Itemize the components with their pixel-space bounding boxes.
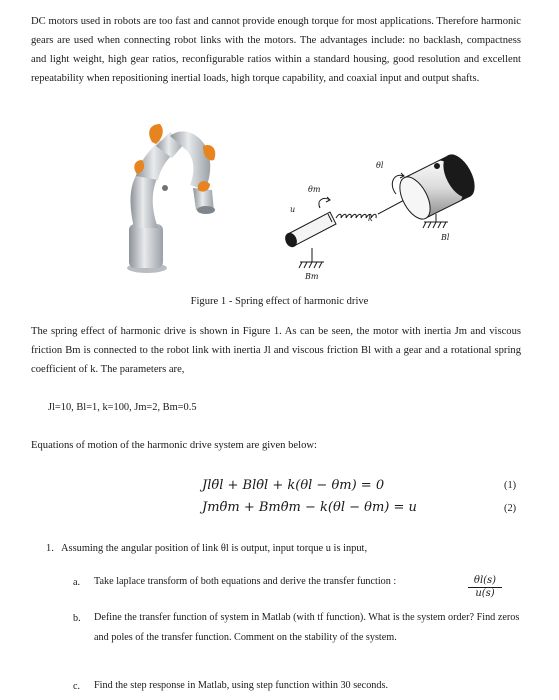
- question-text: Assuming the angular position of link θl is output, input torque u is input,: [61, 543, 368, 554]
- equation-1-number: (1): [504, 480, 517, 491]
- damper-bm: [299, 248, 324, 268]
- equation-2: Jmθ̈m + Bmθ̇m − k(θl − θm) = u: [202, 500, 417, 515]
- spring-paragraph: The spring effect of harmonic drive is shown in Figure 1. As can be seen, the motor with inertia Jm and viscous friction Bm is connected to the robot link with inertia Jl and viscous friction Bl with a gear and a rotational spring coefficient of k. The parameters are,: [31, 326, 521, 375]
- equation-2-number: (2): [504, 503, 517, 514]
- equations-intro: Equations of motion of the harmonic drive system are given below:: [31, 440, 317, 451]
- theta-l-label: θl: [376, 161, 384, 170]
- u-label: u: [290, 205, 296, 214]
- subquestion-b-text: Define the transfer function of system in Matlab (with tf function). What is the system order? Find zeros and poles of the transfer function. Comment on the stability of the system.: [94, 612, 520, 643]
- subquestion-c-text: Find the step response in Matlab, using step function within 30 seconds.: [94, 680, 388, 691]
- equation-1: Jlθ̈l + Blθ̇l + k(θl − θm) = 0: [202, 478, 385, 493]
- motor-shaft: [284, 212, 336, 248]
- transfer-function-fraction: [468, 575, 502, 599]
- subquestion-b-marker: b.: [73, 613, 81, 624]
- bl-label: Bl: [441, 233, 450, 242]
- figure-caption: Figure 1 - Spring effect of harmonic drive: [190, 296, 369, 307]
- robot-arm-image: [127, 124, 215, 273]
- subquestion-a-text: Take laplace transform of both equations and derive the transfer function :: [94, 576, 397, 587]
- bm-label: Bm: [305, 272, 319, 281]
- subquestion-a-marker: a.: [73, 577, 81, 588]
- load-cylinder: [394, 150, 481, 224]
- tf-numerator: θl(s): [468, 575, 502, 588]
- question-number: 1.: [46, 543, 54, 554]
- intro-paragraph: DC motors used in robots are too fast and cannot provide enough torque for most applications. Therefore harmonic gears are used when connecting robot links with the motors. The advantages include: no backlash, compactness and light weight, high gear ratios, reconfigurable ratios within a standard housing, good resolution and excellent repeatability when repositioning inertial loads, high torque capability, and coaxial input and output shafts.: [31, 16, 521, 84]
- subquestion-c-marker: c.: [73, 681, 81, 692]
- theta-m-label: θm: [308, 185, 321, 194]
- k-label: k: [368, 214, 373, 223]
- question-1: [46, 543, 367, 554]
- rotation-arrow-theta-m: [319, 197, 330, 208]
- tf-denominator: u(s): [475, 588, 495, 599]
- parameter-list: Jl=10, Bl=1, k=100, Jm=2, Bm=0.5: [48, 402, 197, 413]
- harmonic-drive-figure: [0, 0, 559, 290]
